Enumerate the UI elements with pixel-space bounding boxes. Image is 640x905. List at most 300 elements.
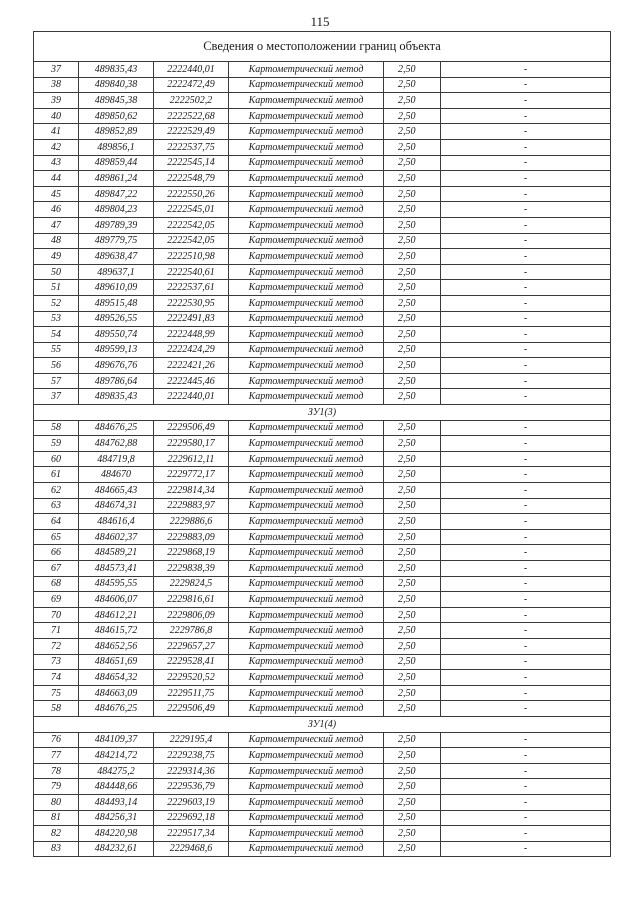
- table-row: [34, 389, 611, 405]
- coord-y: 2222548,79: [154, 171, 229, 187]
- section-label: ЗУ1(4): [34, 716, 611, 732]
- accuracy-cell: 2,50: [384, 171, 441, 187]
- accuracy-cell: 2,50: [384, 358, 441, 374]
- description-cell: -: [441, 529, 611, 545]
- method-cell: Картометрический метод: [229, 155, 384, 171]
- coord-x: 489786,64: [79, 373, 154, 389]
- coord-x: 484654,32: [79, 670, 154, 686]
- accuracy-cell: 2,50: [384, 62, 441, 78]
- accuracy-cell: 2,50: [384, 264, 441, 280]
- method-cell: Картометрический метод: [229, 77, 384, 93]
- point-number: 65: [34, 529, 79, 545]
- point-number: 82: [34, 826, 79, 842]
- coord-x: 484612,21: [79, 607, 154, 623]
- coord-y: 2229883,97: [154, 498, 229, 514]
- method-cell: Картометрический метод: [229, 124, 384, 140]
- description-cell: -: [441, 124, 611, 140]
- coord-y: 2229580,17: [154, 436, 229, 452]
- method-cell: Картометрический метод: [229, 826, 384, 842]
- table-row: [34, 171, 611, 187]
- coord-x: 484256,31: [79, 810, 154, 826]
- coord-x: 489789,39: [79, 217, 154, 233]
- table-row: [34, 810, 611, 826]
- method-cell: Картометрический метод: [229, 233, 384, 249]
- description-cell: -: [441, 498, 611, 514]
- point-number: 52: [34, 295, 79, 311]
- table-row: [34, 139, 611, 155]
- method-cell: Картометрический метод: [229, 373, 384, 389]
- accuracy-cell: 2,50: [384, 810, 441, 826]
- coord-y: 2222448,99: [154, 327, 229, 343]
- table-row: [34, 327, 611, 343]
- table-row: [34, 249, 611, 265]
- table-row: [34, 217, 611, 233]
- table-row: [34, 93, 611, 109]
- method-cell: Картометрический метод: [229, 545, 384, 561]
- table-row: [34, 295, 611, 311]
- method-cell: Картометрический метод: [229, 638, 384, 654]
- coord-y: 2222542,05: [154, 233, 229, 249]
- point-number: 79: [34, 779, 79, 795]
- table-row: [34, 436, 611, 452]
- coord-x: 484719,8: [79, 451, 154, 467]
- method-cell: Картометрический метод: [229, 295, 384, 311]
- coord-x: 484595,55: [79, 576, 154, 592]
- accuracy-cell: 2,50: [384, 670, 441, 686]
- point-number: 77: [34, 748, 79, 764]
- coord-x: 484232,61: [79, 841, 154, 857]
- accuracy-cell: 2,50: [384, 841, 441, 857]
- table-row: [34, 592, 611, 608]
- description-cell: -: [441, 607, 611, 623]
- table-title: Сведения о местоположении границ объекта: [34, 32, 611, 62]
- accuracy-cell: 2,50: [384, 327, 441, 343]
- coord-x: 489550,74: [79, 327, 154, 343]
- point-number: 43: [34, 155, 79, 171]
- coord-x: 484615,72: [79, 623, 154, 639]
- accuracy-cell: 2,50: [384, 311, 441, 327]
- accuracy-cell: 2,50: [384, 576, 441, 592]
- accuracy-cell: 2,50: [384, 654, 441, 670]
- description-cell: -: [441, 342, 611, 358]
- table-row: [34, 529, 611, 545]
- description-cell: -: [441, 295, 611, 311]
- table-row: [34, 701, 611, 717]
- description-cell: -: [441, 233, 611, 249]
- method-cell: Картометрический метод: [229, 779, 384, 795]
- point-number: 54: [34, 327, 79, 343]
- description-cell: -: [441, 638, 611, 654]
- coord-y: 2229824,5: [154, 576, 229, 592]
- point-number: 76: [34, 732, 79, 748]
- table-title-row: [34, 32, 611, 62]
- point-number: 39: [34, 93, 79, 109]
- method-cell: Картометрический метод: [229, 498, 384, 514]
- accuracy-cell: 2,50: [384, 233, 441, 249]
- point-number: 50: [34, 264, 79, 280]
- coord-x: 489515,48: [79, 295, 154, 311]
- description-cell: -: [441, 483, 611, 499]
- point-number: 44: [34, 171, 79, 187]
- coord-x: 484670: [79, 467, 154, 483]
- coord-x: 489840,38: [79, 77, 154, 93]
- accuracy-cell: 2,50: [384, 794, 441, 810]
- coord-x: 489638,47: [79, 249, 154, 265]
- accuracy-cell: 2,50: [384, 295, 441, 311]
- coord-x: 484674,31: [79, 498, 154, 514]
- method-cell: Картометрический метод: [229, 623, 384, 639]
- table-row: [34, 451, 611, 467]
- coord-x: 489847,22: [79, 186, 154, 202]
- coord-x: 484109,37: [79, 732, 154, 748]
- description-cell: -: [441, 514, 611, 530]
- accuracy-cell: 2,50: [384, 436, 441, 452]
- accuracy-cell: 2,50: [384, 592, 441, 608]
- description-cell: -: [441, 545, 611, 561]
- method-cell: Картометрический метод: [229, 607, 384, 623]
- coord-x: 484602,37: [79, 529, 154, 545]
- point-number: 71: [34, 623, 79, 639]
- coord-y: 2229868,19: [154, 545, 229, 561]
- point-number: 48: [34, 233, 79, 249]
- table-row: [34, 311, 611, 327]
- coord-y: 2229468,6: [154, 841, 229, 857]
- coord-x: 484762,88: [79, 436, 154, 452]
- coord-y: 2222545,01: [154, 202, 229, 218]
- point-number: 38: [34, 77, 79, 93]
- coord-y: 2222540,61: [154, 264, 229, 280]
- method-cell: Картометрический метод: [229, 108, 384, 124]
- point-number: 67: [34, 561, 79, 577]
- accuracy-cell: 2,50: [384, 514, 441, 530]
- coord-x: 489676,76: [79, 358, 154, 374]
- point-number: 37: [34, 389, 79, 405]
- coord-y: 2222491,83: [154, 311, 229, 327]
- coord-y: 2222537,75: [154, 139, 229, 155]
- table-row: [34, 685, 611, 701]
- accuracy-cell: 2,50: [384, 701, 441, 717]
- point-number: 40: [34, 108, 79, 124]
- point-number: 55: [34, 342, 79, 358]
- method-cell: Картометрический метод: [229, 249, 384, 265]
- coord-x: 484651,69: [79, 654, 154, 670]
- coord-x: 489861,24: [79, 171, 154, 187]
- accuracy-cell: 2,50: [384, 763, 441, 779]
- page-number: 115: [310, 14, 330, 29]
- accuracy-cell: 2,50: [384, 498, 441, 514]
- coord-x: 489850,62: [79, 108, 154, 124]
- point-number: 59: [34, 436, 79, 452]
- coord-x: 484214,72: [79, 748, 154, 764]
- table-row: [34, 498, 611, 514]
- table-row: [34, 155, 611, 171]
- accuracy-cell: 2,50: [384, 202, 441, 218]
- method-cell: Картометрический метод: [229, 514, 384, 530]
- method-cell: Картометрический метод: [229, 139, 384, 155]
- description-cell: -: [441, 139, 611, 155]
- table-row: [34, 576, 611, 592]
- coord-y: 2222502,2: [154, 93, 229, 109]
- accuracy-cell: 2,50: [384, 93, 441, 109]
- coord-y: 2229506,49: [154, 701, 229, 717]
- accuracy-cell: 2,50: [384, 732, 441, 748]
- method-cell: Картометрический метод: [229, 186, 384, 202]
- description-cell: -: [441, 77, 611, 93]
- accuracy-cell: 2,50: [384, 826, 441, 842]
- section-header-row: [34, 716, 611, 732]
- description-cell: -: [441, 592, 611, 608]
- method-cell: Картометрический метод: [229, 389, 384, 405]
- accuracy-cell: 2,50: [384, 638, 441, 654]
- description-cell: -: [441, 373, 611, 389]
- method-cell: Картометрический метод: [229, 327, 384, 343]
- coord-y: 2229195,4: [154, 732, 229, 748]
- coord-x: 489526,55: [79, 311, 154, 327]
- table-row: [34, 545, 611, 561]
- accuracy-cell: 2,50: [384, 685, 441, 701]
- accuracy-cell: 2,50: [384, 108, 441, 124]
- description-cell: -: [441, 748, 611, 764]
- coord-y: 2229612,11: [154, 451, 229, 467]
- description-cell: -: [441, 467, 611, 483]
- coord-y: 2222440,01: [154, 62, 229, 78]
- method-cell: Картометрический метод: [229, 794, 384, 810]
- description-cell: -: [441, 202, 611, 218]
- coord-y: 2229816,61: [154, 592, 229, 608]
- coord-y: 2222472,49: [154, 77, 229, 93]
- method-cell: Картометрический метод: [229, 436, 384, 452]
- point-number: 63: [34, 498, 79, 514]
- point-number: 60: [34, 451, 79, 467]
- coord-y: 2229528,41: [154, 654, 229, 670]
- coord-y: 2229814,34: [154, 483, 229, 499]
- coord-y: 2229786,8: [154, 623, 229, 639]
- method-cell: Картометрический метод: [229, 748, 384, 764]
- description-cell: -: [441, 654, 611, 670]
- description-cell: -: [441, 576, 611, 592]
- point-number: 62: [34, 483, 79, 499]
- coord-y: 2229886,6: [154, 514, 229, 530]
- description-cell: -: [441, 826, 611, 842]
- accuracy-cell: 2,50: [384, 217, 441, 233]
- description-cell: -: [441, 62, 611, 78]
- coord-x: 489835,43: [79, 62, 154, 78]
- description-cell: -: [441, 623, 611, 639]
- coord-x: 484606,07: [79, 592, 154, 608]
- accuracy-cell: 2,50: [384, 186, 441, 202]
- description-cell: -: [441, 389, 611, 405]
- point-number: 78: [34, 763, 79, 779]
- coord-x: 484448,66: [79, 779, 154, 795]
- table-row: [34, 607, 611, 623]
- method-cell: Картометрический метод: [229, 841, 384, 857]
- table-row: [34, 108, 611, 124]
- accuracy-cell: 2,50: [384, 249, 441, 265]
- point-number: 57: [34, 373, 79, 389]
- section-header-row: [34, 405, 611, 421]
- method-cell: Картометрический метод: [229, 62, 384, 78]
- description-cell: -: [441, 561, 611, 577]
- description-cell: -: [441, 327, 611, 343]
- coord-y: 2229517,34: [154, 826, 229, 842]
- table-row: [34, 732, 611, 748]
- table-row: [34, 514, 611, 530]
- description-cell: -: [441, 436, 611, 452]
- coord-x: 489637,1: [79, 264, 154, 280]
- coord-x: 484275,2: [79, 763, 154, 779]
- method-cell: Картометрический метод: [229, 701, 384, 717]
- description-cell: -: [441, 779, 611, 795]
- point-number: 46: [34, 202, 79, 218]
- table-row: [34, 779, 611, 795]
- description-cell: -: [441, 420, 611, 436]
- point-number: 83: [34, 841, 79, 857]
- point-number: 75: [34, 685, 79, 701]
- coord-x: 484616,4: [79, 514, 154, 530]
- point-number: 41: [34, 124, 79, 140]
- coord-y: 2222550,26: [154, 186, 229, 202]
- point-number: 51: [34, 280, 79, 296]
- coord-y: 2229511,75: [154, 685, 229, 701]
- description-cell: -: [441, 841, 611, 857]
- accuracy-cell: 2,50: [384, 280, 441, 296]
- accuracy-cell: 2,50: [384, 467, 441, 483]
- coord-y: 2222537,61: [154, 280, 229, 296]
- coord-y: 2222530,95: [154, 295, 229, 311]
- method-cell: Картометрический метод: [229, 93, 384, 109]
- coord-x: 484220,98: [79, 826, 154, 842]
- accuracy-cell: 2,50: [384, 779, 441, 795]
- accuracy-cell: 2,50: [384, 483, 441, 499]
- table-row: [34, 264, 611, 280]
- point-number: 58: [34, 701, 79, 717]
- coord-y: 2229520,52: [154, 670, 229, 686]
- accuracy-cell: 2,50: [384, 139, 441, 155]
- description-cell: -: [441, 670, 611, 686]
- table-row: [34, 280, 611, 296]
- coord-y: 2229536,79: [154, 779, 229, 795]
- table-row: [34, 483, 611, 499]
- coord-x: 489852,89: [79, 124, 154, 140]
- accuracy-cell: 2,50: [384, 451, 441, 467]
- point-number: 81: [34, 810, 79, 826]
- coord-y: 2222424,29: [154, 342, 229, 358]
- description-cell: -: [441, 685, 611, 701]
- accuracy-cell: 2,50: [384, 124, 441, 140]
- coord-y: 2229603,19: [154, 794, 229, 810]
- point-number: 53: [34, 311, 79, 327]
- table-row: [34, 654, 611, 670]
- point-number: 45: [34, 186, 79, 202]
- table-row: [34, 826, 611, 842]
- point-number: 58: [34, 420, 79, 436]
- section-label: ЗУ1(3): [34, 405, 611, 421]
- description-cell: -: [441, 171, 611, 187]
- coord-x: 489804,23: [79, 202, 154, 218]
- point-number: 66: [34, 545, 79, 561]
- method-cell: Картометрический метод: [229, 529, 384, 545]
- description-cell: -: [441, 311, 611, 327]
- method-cell: Картометрический метод: [229, 763, 384, 779]
- coord-y: 2229883,09: [154, 529, 229, 545]
- description-cell: -: [441, 93, 611, 109]
- description-cell: -: [441, 186, 611, 202]
- accuracy-cell: 2,50: [384, 373, 441, 389]
- coord-x: 489599,13: [79, 342, 154, 358]
- point-number: 37: [34, 62, 79, 78]
- table-row: [34, 186, 611, 202]
- coord-x: 489835,43: [79, 389, 154, 405]
- accuracy-cell: 2,50: [384, 77, 441, 93]
- coord-y: 2229506,49: [154, 420, 229, 436]
- coord-y: 2229838,39: [154, 561, 229, 577]
- description-cell: -: [441, 249, 611, 265]
- coord-y: 2229806,09: [154, 607, 229, 623]
- table-row: [34, 748, 611, 764]
- table-row: [34, 124, 611, 140]
- method-cell: Картометрический метод: [229, 561, 384, 577]
- description-cell: -: [441, 217, 611, 233]
- accuracy-cell: 2,50: [384, 623, 441, 639]
- coord-y: 2222522,68: [154, 108, 229, 124]
- method-cell: Картометрический метод: [229, 358, 384, 374]
- description-cell: -: [441, 794, 611, 810]
- coord-x: 484676,25: [79, 420, 154, 436]
- table-row: [34, 233, 611, 249]
- coord-x: 484676,25: [79, 701, 154, 717]
- accuracy-cell: 2,50: [384, 389, 441, 405]
- coord-y: 2229692,18: [154, 810, 229, 826]
- point-number: 70: [34, 607, 79, 623]
- coord-y: 2229314,36: [154, 763, 229, 779]
- method-cell: Картометрический метод: [229, 451, 384, 467]
- accuracy-cell: 2,50: [384, 420, 441, 436]
- point-number: 80: [34, 794, 79, 810]
- point-number: 69: [34, 592, 79, 608]
- coord-y: 2222445,46: [154, 373, 229, 389]
- accuracy-cell: 2,50: [384, 342, 441, 358]
- table-row: [34, 62, 611, 78]
- method-cell: Картометрический метод: [229, 264, 384, 280]
- description-cell: -: [441, 108, 611, 124]
- table-row: [34, 420, 611, 436]
- coord-x: 489845,38: [79, 93, 154, 109]
- method-cell: Картометрический метод: [229, 654, 384, 670]
- method-cell: Картометрический метод: [229, 217, 384, 233]
- accuracy-cell: 2,50: [384, 155, 441, 171]
- boundary-coordinates-table: [33, 31, 611, 857]
- description-cell: -: [441, 358, 611, 374]
- accuracy-cell: 2,50: [384, 529, 441, 545]
- coord-x: 484663,09: [79, 685, 154, 701]
- coord-x: 484665,43: [79, 483, 154, 499]
- point-number: 72: [34, 638, 79, 654]
- coord-y: 2229772,17: [154, 467, 229, 483]
- point-number: 61: [34, 467, 79, 483]
- point-number: 64: [34, 514, 79, 530]
- table-row: [34, 202, 611, 218]
- description-cell: -: [441, 451, 611, 467]
- method-cell: Картометрический метод: [229, 342, 384, 358]
- coord-y: 2222510,98: [154, 249, 229, 265]
- method-cell: Картометрический метод: [229, 592, 384, 608]
- coord-y: 2222545,14: [154, 155, 229, 171]
- coord-y: 2222440,01: [154, 389, 229, 405]
- method-cell: Картометрический метод: [229, 810, 384, 826]
- coord-x: 489610,09: [79, 280, 154, 296]
- point-number: 47: [34, 217, 79, 233]
- description-cell: -: [441, 155, 611, 171]
